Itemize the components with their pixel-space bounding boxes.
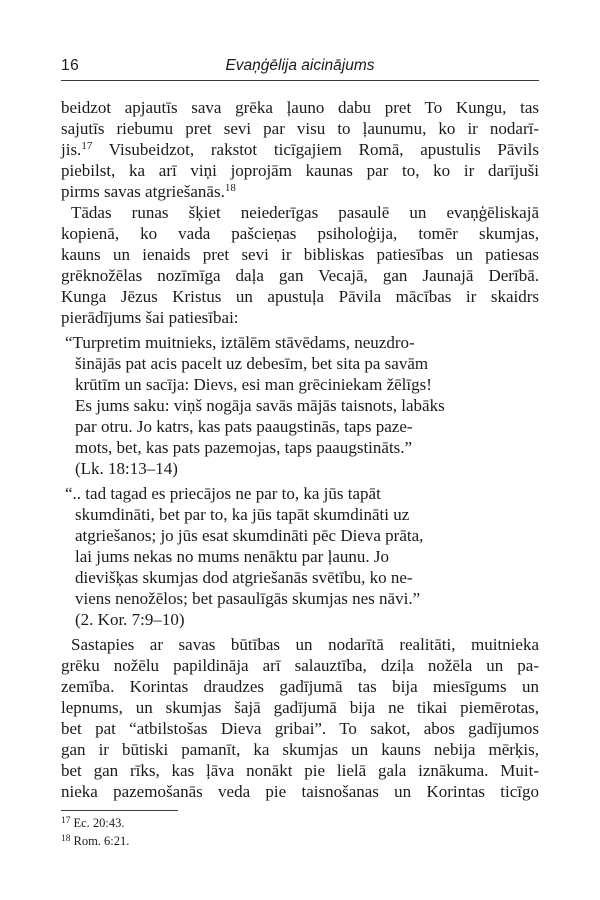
- paragraph-2: [61, 202, 539, 328]
- quote-line: lai jums nekas no mums nenāktu par ļaunu. Jo: [75, 547, 389, 566]
- quote-line: Es jums saku: viņš nogāja savās mājās taisnots, labāks: [75, 396, 445, 415]
- text-line: sajutīs riebumu pret sevi par visu to ļaunumu, ko ir nodarī-: [61, 119, 539, 138]
- text-line: pierādījums šai patiesībai:: [61, 308, 239, 327]
- quote-line: atgriešanos; jo jūs esat skumdināti pēc Dieva prāta,: [75, 526, 424, 545]
- text-line: [61, 139, 539, 160]
- quote-line: šinājās pat acis pacelt uz debesīm, bet sita pa savām: [75, 354, 429, 373]
- footnote-marker: 18: [61, 833, 71, 844]
- blockquote-2: [65, 483, 539, 630]
- footnote-ref-17: 17: [81, 140, 93, 152]
- text-line: grēku nožēlu papildināja arī salauztība, dziļa nožēla un pa-: [61, 656, 539, 675]
- quote-line: krūtīm un sacīja: Dievs, esi man grēciniekam žēlīgs!: [75, 375, 432, 394]
- text-line: zemība. Korintas draudzes gadījumā tas bija miesīgums un: [61, 677, 539, 696]
- text-line: gan ir būtiski pamanīt, ka skumjas un kauns nebija mērķis,: [61, 740, 539, 759]
- text-line: lepnums, un skumjas šajā gadījumā bija ne tikai piemērotas,: [61, 698, 539, 717]
- quote-line: mots, bet, kas pats pazemojas, taps paaugstināts.”: [75, 438, 413, 457]
- running-header: [61, 56, 539, 81]
- text-line: Tādas runas šķiet neiederīgas pasaulē un evaņģēliskajā: [71, 203, 539, 222]
- text-line: nieka pazemošanās veda pie taisnošanas un Korintas ticīgo: [61, 782, 539, 801]
- scripture-reference: (Lk. 18:13–14): [75, 459, 178, 478]
- quote-line: “Turpretim muitnieks, iztālēm stāvēdams, neuzdro-: [65, 333, 415, 352]
- text-line: grēknožēlas nozīmīga daļa gan Vecajā, gan Jaunajā Derībā.: [61, 266, 539, 285]
- footnote-18: [61, 833, 539, 851]
- footnotes-section: [61, 810, 539, 850]
- text-line: bet gan rīks, kas ļāva nonākt pie lielā gala iznākuma. Muit-: [61, 761, 539, 780]
- text-line: beidzot apjautīs sava grēka ļauno dabu pret To Kungu, tas: [61, 98, 539, 117]
- text-line: [61, 181, 539, 202]
- quote-line: “.. tad tagad es priecājos ne par to, ka jūs tapāt: [65, 484, 381, 503]
- text-segment: jis.: [61, 140, 82, 159]
- footnote-17: [61, 815, 539, 833]
- body-text: [61, 97, 539, 802]
- text-line: kopienā, ko vada pašcieņas psiholoģija, tomēr skumjas,: [61, 224, 539, 243]
- quote-line: dievišķas skumjas dod atgriešanās svētību, ko ne-: [75, 568, 413, 587]
- text-line: bet pat “atbilstošas Dieva gribai”. To sakot, abos gadījumos: [61, 719, 539, 738]
- text-segment: pirms savas atgriešanās.: [61, 182, 225, 201]
- paragraph-3: [61, 634, 539, 802]
- text-line: Kunga Jēzus Kristus un apustuļa Pāvila mācības ir skaidrs: [61, 287, 539, 306]
- footnote-ref-18: 18: [224, 182, 236, 194]
- footnote-separator: [61, 810, 178, 811]
- footnote-text: Ec. 20:43.: [73, 816, 125, 830]
- footnote-text: Rom. 6:21.: [73, 833, 130, 848]
- text-line: kauns un ienaids pret sevi ir bibliskas patiesības un patiesas: [61, 245, 539, 264]
- quote-line: par otru. Jo katrs, kas pats paaugstinās, taps paze-: [75, 417, 413, 436]
- running-title: Evaņģēlija aicinājums: [225, 57, 375, 74]
- text-line: Sastapies ar savas būtības un nodarītā realitāti, muitnieka: [71, 635, 539, 654]
- footnote-marker: 17: [61, 816, 71, 826]
- text-line: piebilst, ka arī viņi joprojām kaunas par to, ko ir darījuši: [61, 161, 539, 180]
- blockquote-1: [65, 332, 539, 479]
- quote-line: skumdināti, bet par to, ka jūs tapāt skumdināti uz: [75, 505, 410, 524]
- text-segment: Visubeidzot, rakstot ticīgajiem Romā, apustulis Pāvils: [92, 140, 539, 159]
- page-number: 16: [61, 57, 80, 74]
- scripture-reference: (2. Kor. 7:9–10): [75, 610, 185, 629]
- quote-line: viens nenožēlos; bet pasaulīgās skumjas nes nāvi.”: [75, 589, 421, 608]
- paragraph-1: [61, 97, 539, 202]
